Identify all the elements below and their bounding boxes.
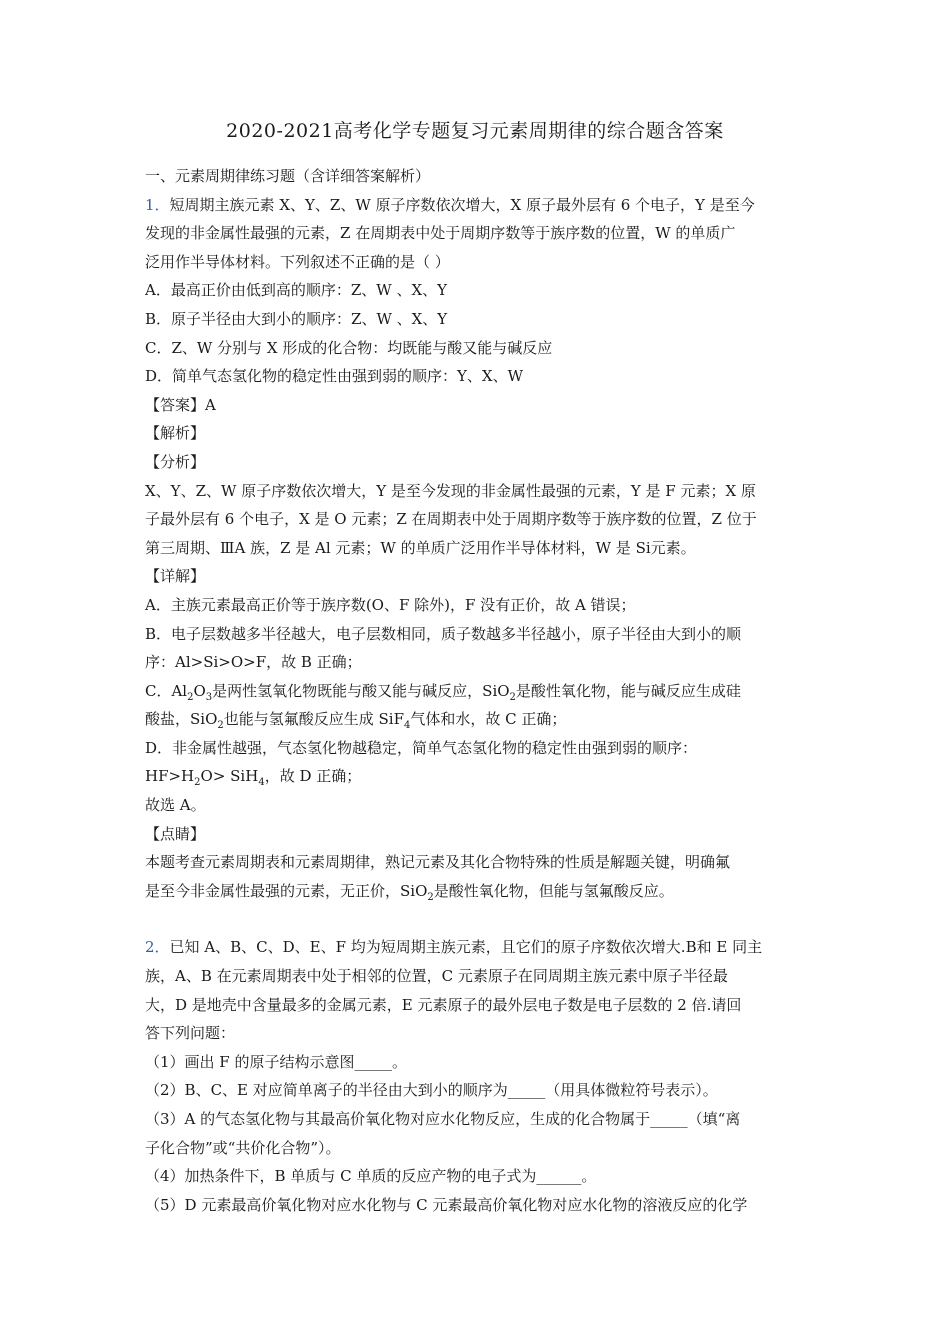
q1-detail-d: $HF>H_2O> SiH_4$，故 D 正确； <box>145 767 362 789</box>
q2-stem-line: 族，A、B 在元素周期表中处于相邻的位置，C 元素原子在同周期主族元素中原子半径最 <box>145 967 728 986</box>
q1-fenxi-tag: 【分析】 <box>145 452 206 471</box>
q1-dianjing-line: 是至今非金属性最强的元素，无正价，SiO$_2$是酸性氧化物，但能与氢氟酸反应。 <box>145 881 674 903</box>
q2-part-1: （1）画出 F 的原子结构示意图_____。 <box>145 1052 407 1071</box>
q1-detail-d: D．非金属性越强，气态氢化物越稳定，简单气态氢化物的稳定性由强到弱的顺序： <box>145 738 698 757</box>
document-body <box>145 162 810 1219</box>
q1-detail-c: C．$Al_2O_3$是两性氢氧化物既能与酸又能与碱反应，SiO$_2$是酸性氧化物，能与碱反应生成硅 <box>145 681 741 703</box>
q1-number: 1． <box>145 195 170 214</box>
q1-analysis-tag: 【解析】 <box>145 424 206 443</box>
section-heading: 一、元素周期律练习题（含详细答案解析） <box>145 167 431 185</box>
q1-detail-a: A．主族元素最高正价等于族序数(O、F 除外)，F 没有正价，故 A 错误； <box>145 595 636 614</box>
q1-dianjing-line: 本题考查元素周期表和元素周期律，熟记元素及其化合物特殊的性质是解题关键，明确氟 <box>145 853 731 872</box>
q2-number: 2． <box>145 938 170 957</box>
spacer <box>145 905 810 933</box>
q1-detail-b: 序：Al>Si>O>F，故 B 正确； <box>145 653 362 672</box>
q1-stem-line: 发现的非金属性最强的元素，Z 在周期表中处于周期序数等于族序数的位置，W 的单质广 <box>145 224 736 243</box>
q1-conclusion: 故选 A。 <box>145 796 206 815</box>
document-title: 2020-2021高考化学专题复习元素周期律的综合题含答案 <box>226 120 724 142</box>
q1-option-d: D．简单气态氢化物的稳定性由强到弱的顺序：Y、X、W <box>145 367 524 386</box>
q2-part-5: （5）D 元素最高价氧化物对应水化物与 C 元素最高价氧化物对应水化物的溶液反应的化学 <box>145 1195 748 1214</box>
q2-part-2: （2）B、C、E 对应简单离子的半径由大到小的顺序为_____（用具体微粒符号表示）。 <box>145 1081 718 1100</box>
q1-option-c: C．Z、W 分别与 X 形成的化合物：均既能与酸又能与碱反应 <box>145 338 553 357</box>
q2-stem-line: 2．已知 A、B、C、D、E、F 均为短周期主族元素，且它们的原子序数依次增大.B和 E 同主 <box>145 938 763 957</box>
q1-dianjing-tag: 【点睛】 <box>145 824 206 843</box>
q2-part-3: 子化合物”或“共价化合物”）。 <box>145 1138 341 1157</box>
q1-detail-b: B．电子层数越多半径越大，电子层数相同，质子数越多半径越小，原子半径由大到小的顺 <box>145 624 742 643</box>
q1-option-a: A．最高正价由低到高的顺序：Z、W 、X、Y <box>145 281 448 300</box>
q2-part-4: （4）加热条件下，B 单质与 C 单质的反应产物的电子式为______。 <box>145 1167 597 1186</box>
q1-answer: 【答案】A <box>145 395 216 414</box>
q2-stem-line: 大，D 是地壳中含量最多的金属元素，E 元素原子的最外层电子数是电子层数的 2 倍.请回 <box>145 995 742 1014</box>
q1-detail-c: 酸盐，SiO$_2$也能与氢氟酸反应生成 SiF$_4$气体和水，故 C 正确； <box>145 710 567 732</box>
q1-stem-line: 泛用作半导体材料。下列叙述不正确的是（ ） <box>145 252 450 271</box>
q1-fenxi-line: 子最外层有 6 个电子，X 是 O 元素；Z 在周期表中处于周期序数等于族序数的位置，Z 位于 <box>145 510 757 529</box>
q2-stem-line: 答下列问题： <box>145 1024 236 1043</box>
q1-option-b: B．原子半径由大到小的顺序：Z、W 、X、Y <box>145 309 448 328</box>
q1-stem-line: 1．短周期主族元素 X、Y、Z、W 原子序数依次增大，X 原子最外层有 6 个电子，Y 是至今 <box>145 195 755 214</box>
q1-fenxi-line: X、Y、Z、W 原子序数依次增大，Y 是至今发现的非金属性最强的元素，Y 是 F 元素；X 原 <box>145 481 756 500</box>
q1-detail-tag: 【详解】 <box>145 567 206 586</box>
q1-fenxi-line: 第三周期、ⅢA 族，Z 是 Al 元素；W 的单质广泛用作半导体材料，W 是 Si元素。 <box>145 538 696 557</box>
q2-part-3: （3）A 的气态氢化物与其最高价氧化物对应水化物反应，生成的化合物属于_____（填“离 <box>145 1110 741 1128</box>
